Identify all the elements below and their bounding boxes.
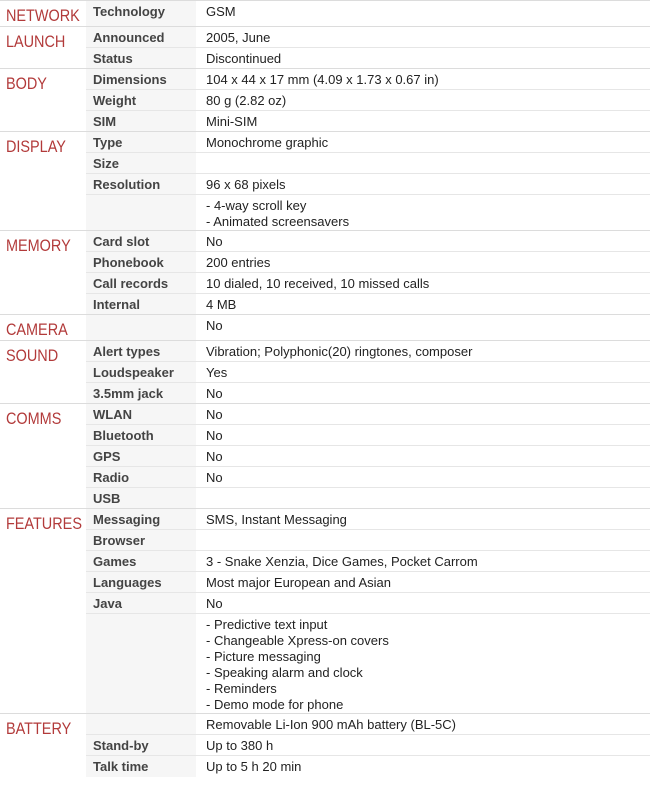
spec-section-comms <box>0 404 650 509</box>
spec-value <box>196 90 650 111</box>
spec-value-line: Yes <box>206 365 228 380</box>
spec-value <box>196 231 650 252</box>
spec-value <box>196 195 650 231</box>
spec-label: SIM <box>86 111 196 132</box>
spec-value <box>196 1 650 27</box>
spec-value-line: 2005, June <box>206 30 271 45</box>
spec-value-line: Up to 5 h 20 min <box>206 759 302 774</box>
spec-value-line <box>206 533 650 549</box>
spec-label: USB <box>86 488 196 509</box>
spec-value-line: - Demo mode for phone <box>206 697 344 712</box>
spec-label: Loudspeaker <box>86 362 196 383</box>
section-title: SOUND <box>0 341 73 404</box>
spec-value-line: No <box>206 386 223 401</box>
section-title: NETWORK <box>0 1 73 27</box>
spec-row <box>0 383 650 404</box>
spec-value-line: Monochrome graphic <box>206 135 329 150</box>
spec-value-line: No <box>206 318 223 333</box>
spec-row <box>0 341 650 362</box>
spec-label: Announced <box>86 27 196 48</box>
spec-row <box>0 1 650 27</box>
section-title: CAMERA <box>0 315 73 341</box>
spec-label: Card slot <box>86 231 196 252</box>
spec-row <box>0 174 650 195</box>
spec-row <box>0 551 650 572</box>
spec-label: Size <box>86 153 196 174</box>
spec-row <box>0 446 650 467</box>
spec-section-camera <box>0 315 650 341</box>
spec-value <box>196 735 650 756</box>
spec-value-line: 4 MB <box>206 297 237 312</box>
spec-label: Messaging <box>86 509 196 530</box>
spec-value <box>196 446 650 467</box>
spec-section-sound <box>0 341 650 404</box>
spec-label: Type <box>86 132 196 153</box>
spec-value-line: No <box>206 449 223 464</box>
spec-value <box>196 153 650 174</box>
spec-value-line: Discontinued <box>206 51 282 66</box>
spec-value <box>196 27 650 48</box>
spec-row <box>0 231 650 252</box>
spec-value-line: No <box>206 470 223 485</box>
spec-value-line: 96 x 68 pixels <box>206 177 286 192</box>
section-title: COMMS <box>0 404 73 509</box>
spec-label: Call records <box>86 273 196 294</box>
spec-value-line <box>206 491 650 507</box>
spec-row <box>0 425 650 446</box>
spec-label: Status <box>86 48 196 69</box>
spec-row <box>0 315 650 341</box>
spec-value <box>196 273 650 294</box>
spec-row <box>0 362 650 383</box>
spec-value <box>196 362 650 383</box>
spec-label: Browser <box>86 530 196 551</box>
spec-label: Talk time <box>86 756 196 777</box>
spec-value-line: - Animated screensavers <box>206 214 350 229</box>
spec-value-line: - Predictive text input <box>206 617 328 632</box>
spec-row <box>0 572 650 593</box>
spec-row <box>0 735 650 756</box>
spec-label: 3.5mm jack <box>86 383 196 404</box>
spec-value <box>196 111 650 132</box>
spec-label <box>86 614 196 714</box>
spec-value <box>196 315 650 341</box>
spec-value-line: - Changeable Xpress-on covers <box>206 633 389 648</box>
spec-value-line: - Reminders <box>206 681 277 696</box>
spec-section-network <box>0 1 650 27</box>
spec-row <box>0 756 650 777</box>
spec-row <box>0 467 650 488</box>
section-title: BATTERY <box>0 714 73 777</box>
section-title: BODY <box>0 69 73 132</box>
section-title: DISPLAY <box>0 132 73 231</box>
spec-value <box>196 714 650 735</box>
spec-label: WLAN <box>86 404 196 425</box>
spec-label: GPS <box>86 446 196 467</box>
spec-value <box>196 404 650 425</box>
spec-value-line: 80 g (2.82 oz) <box>206 93 287 108</box>
spec-value-line <box>206 156 650 172</box>
spec-value-line: 200 entries <box>206 255 271 270</box>
spec-value <box>196 425 650 446</box>
spec-value <box>196 341 650 362</box>
spec-row <box>0 69 650 90</box>
spec-label: Internal <box>86 294 196 315</box>
spec-label: Technology <box>86 1 196 27</box>
spec-label <box>86 195 196 231</box>
spec-section-battery <box>0 714 650 777</box>
spec-value-line: - 4-way scroll key <box>206 198 307 213</box>
spec-label: Dimensions <box>86 69 196 90</box>
spec-label: Weight <box>86 90 196 111</box>
spec-row <box>0 195 650 231</box>
spec-label: Radio <box>86 467 196 488</box>
spec-value <box>196 488 650 509</box>
spec-value <box>196 756 650 777</box>
spec-value-line: No <box>206 428 223 443</box>
spec-label: Resolution <box>86 174 196 195</box>
spec-label: Games <box>86 551 196 572</box>
spec-value-line: No <box>206 407 223 422</box>
spec-value <box>196 614 650 714</box>
spec-value <box>196 383 650 404</box>
spec-value-line: 104 x 44 x 17 mm (4.09 x 1.73 x 0.67 in) <box>206 72 439 87</box>
spec-row <box>0 530 650 551</box>
spec-value <box>196 551 650 572</box>
spec-section-features <box>0 509 650 714</box>
spec-row <box>0 153 650 174</box>
spec-row <box>0 614 650 714</box>
spec-value-line: GSM <box>206 4 236 19</box>
spec-row <box>0 48 650 69</box>
spec-row <box>0 90 650 111</box>
section-title: FEATURES <box>0 509 73 714</box>
spec-value-line: Removable Li-Ion 900 mAh battery (BL-5C) <box>206 717 457 732</box>
spec-value-line: SMS, Instant Messaging <box>206 512 347 527</box>
spec-label: Stand-by <box>86 735 196 756</box>
spec-section-display <box>0 132 650 231</box>
spec-value <box>196 509 650 530</box>
spec-section-body <box>0 69 650 132</box>
spec-value <box>196 294 650 315</box>
spec-value-line: Up to 380 h <box>206 738 274 753</box>
spec-value <box>196 48 650 69</box>
spec-value <box>196 174 650 195</box>
spec-row <box>0 294 650 315</box>
spec-value <box>196 132 650 153</box>
spec-label: Phonebook <box>86 252 196 273</box>
spec-value-line: 3 - Snake Xenzia, Dice Games, Pocket Carrom <box>206 554 478 569</box>
spec-value <box>196 69 650 90</box>
spec-value-line: Most major European and Asian <box>206 575 391 590</box>
spec-value-line: 10 dialed, 10 received, 10 missed calls <box>206 276 430 291</box>
spec-label: Java <box>86 593 196 614</box>
spec-label: Bluetooth <box>86 425 196 446</box>
spec-row <box>0 593 650 614</box>
spec-value-line: No <box>206 596 223 611</box>
spec-row <box>0 509 650 530</box>
spec-value-line: - Speaking alarm and clock <box>206 665 363 680</box>
spec-value-line: - Picture messaging <box>206 649 321 664</box>
spec-row <box>0 111 650 132</box>
spec-value <box>196 252 650 273</box>
spec-label: Languages <box>86 572 196 593</box>
spec-value-line: Mini-SIM <box>206 114 258 129</box>
section-title: LAUNCH <box>0 27 73 69</box>
spec-row <box>0 714 650 735</box>
spec-value-line: Vibration; Polyphonic(20) ringtones, composer <box>206 344 473 359</box>
spec-value <box>196 530 650 551</box>
spec-row <box>0 27 650 48</box>
spec-section-memory <box>0 231 650 315</box>
spec-label <box>86 315 196 341</box>
spec-value-line: No <box>206 234 223 249</box>
spec-row <box>0 404 650 425</box>
spec-value <box>196 467 650 488</box>
spec-section-launch <box>0 27 650 69</box>
spec-row <box>0 132 650 153</box>
spec-row <box>0 488 650 509</box>
section-title: MEMORY <box>0 231 73 315</box>
spec-value <box>196 572 650 593</box>
spec-row <box>0 252 650 273</box>
spec-row <box>0 273 650 294</box>
spec-value <box>196 593 650 614</box>
spec-label <box>86 714 196 735</box>
spec-label: Alert types <box>86 341 196 362</box>
